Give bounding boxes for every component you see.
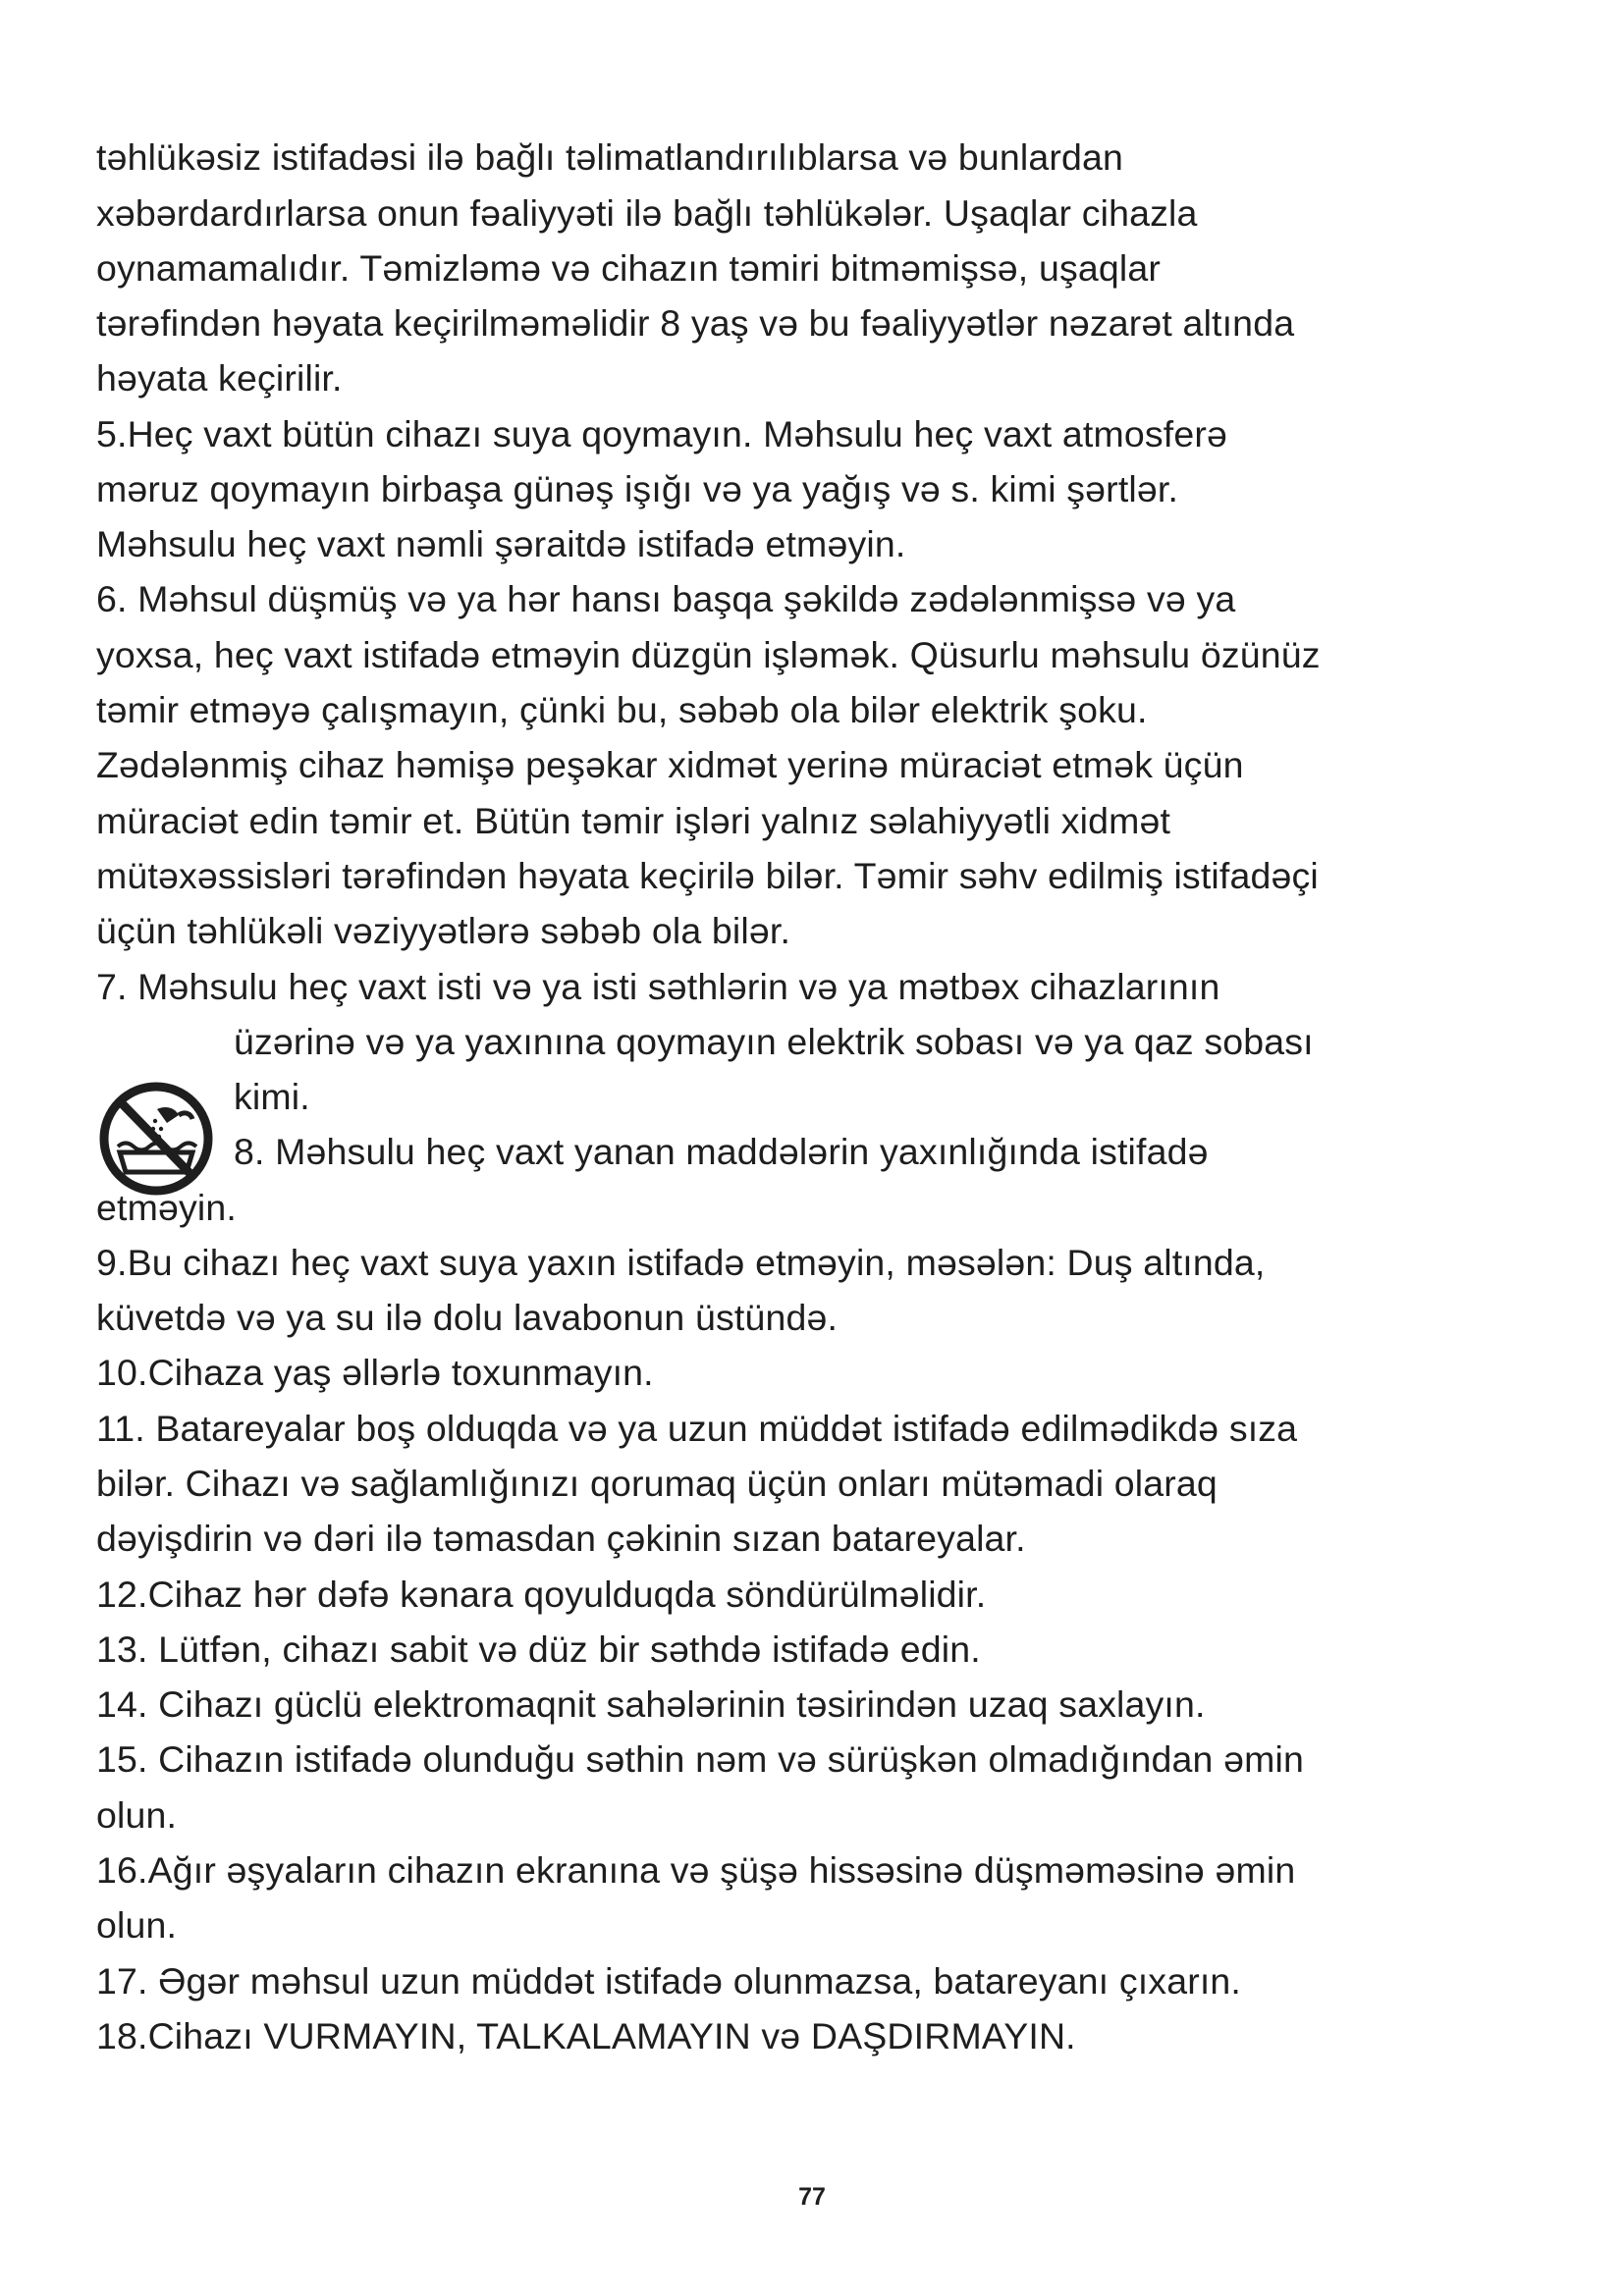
text-line: bilər. Cihazı və sağlamlığınızı qorumaq üçün onları mütəmadi olaraq: [96, 1463, 1218, 1504]
text-line: olun.: [96, 1904, 178, 1946]
text-line: xəbərdardırlarsa onun fəaliyyəti ilə bağlı təhlükələr. Uşaqlar cihazla: [96, 192, 1198, 234]
text-line: 10.Cihaza yaş əllərlə toxunmayın.: [96, 1352, 654, 1393]
text-line: 18.Cihazı VURMAYIN, TALKALAMAYIN və DAŞDIRMAYIN.: [96, 2015, 1076, 2056]
text-line: təmir etməyə çalışmayın, çünki bu, səbəb ola bilər elektrik şoku.: [96, 689, 1148, 730]
text-line: 15. Cihazın istifadə olunduğu səthin nəm və sürüşkən olmadığından əmin: [96, 1738, 1305, 1780]
text-line: üzərinə və ya yaxınına qoymayın elektrik sobası və ya qaz sobası: [234, 1021, 1314, 1062]
page-number: 77: [798, 2183, 826, 2211]
text-line: 17. Əgər məhsul uzun müddət istifadə olunmazsa, batareyanı çıxarın.: [96, 1960, 1241, 2002]
text-line: müraciət edin təmir et. Bütün təmir işləri yalnız səlahiyyətli xidmət: [96, 800, 1171, 841]
no-water-immersion-icon: [96, 1078, 216, 1200]
text-line: həyata keçirilir.: [96, 357, 343, 399]
text-line: Zədələnmiş cihaz həmişə peşəkar xidmət yerinə müraciət etmək üçün: [96, 744, 1244, 785]
text-line: təhlükəsiz istifadəsi ilə bağlı təlimatlandırılıblarsa və bunlardan: [96, 136, 1124, 178]
text-line: tərəfindən həyata keçirilməməlidir 8 yaş və bu fəaliyyətlər nəzarət altında: [96, 302, 1295, 344]
text-line: küvetdə və ya su ilə dolu lavabonun üstündə.: [96, 1297, 839, 1338]
text-line: 16.Ağır əşyaların cihazın ekranına və şüşə hissəsinə düşməməsinə əmin: [96, 1849, 1296, 1891]
text-line: 12.Cihaz hər dəfə kənara qoyulduqda söndürülməlidir.: [96, 1574, 987, 1615]
text-line: etməyin.: [96, 1187, 237, 1228]
text-line: kimi.: [234, 1076, 310, 1117]
text-line: məruz qoymayın birbaşa günəş işığı və ya yağış və s. kimi şərtlər.: [96, 468, 1179, 509]
text-line: Məhsulu heç vaxt nəmli şəraitdə istifadə etməyin.: [96, 523, 906, 564]
text-line: 5.Heç vaxt bütün cihazı suya qoymayın. Məhsulu heç vaxt atmosferə: [96, 413, 1227, 454]
text-line: üçün təhlükəli vəziyyətlərə səbəb ola bilər.: [96, 910, 791, 951]
text-line: 8. Məhsulu heç vaxt yanan maddələrin yaxınlığında istifadə: [234, 1131, 1209, 1172]
text-line: olun.: [96, 1794, 178, 1836]
text-line: 7. Məhsulu heç vaxt isti və ya isti səthlərin və ya mətbəx cihazlarının: [96, 966, 1220, 1007]
text-line: 14. Cihazı güclü elektromaqnit sahələrinin təsirindən uzaq saxlayın.: [96, 1683, 1206, 1725]
text-line: 9.Bu cihazı heç vaxt suya yaxın istifadə etməyin, məsələn: Duş altında,: [96, 1242, 1266, 1283]
text-line: dəyişdirin və dəri ilə təmasdan çəkinin sızan batareyalar.: [96, 1518, 1026, 1559]
text-line: yoxsa, heç vaxt istifadə etməyin düzgün işləmək. Qüsurlu məhsulu özünüz: [96, 634, 1321, 675]
text-line: 11. Batareyalar boş olduqda və ya uzun müddət istifadə edilmədikdə sıza: [96, 1408, 1298, 1449]
text-line: 6. Məhsul düşmüş və ya hər hansı başqa şəkildə zədələnmişsə və ya: [96, 578, 1236, 619]
text-line: mütəxəssisləri tərəfindən həyata keçirilə bilər. Təmir səhv edilmiş istifadəçi: [96, 855, 1319, 896]
text-line: 13. Lütfən, cihazı sabit və düz bir səthdə istifadə edin.: [96, 1629, 981, 1670]
text-line: oynamamalıdır. Təmizləmə və cihazın təmiri bitməmişsə, uşaqlar: [96, 247, 1161, 289]
